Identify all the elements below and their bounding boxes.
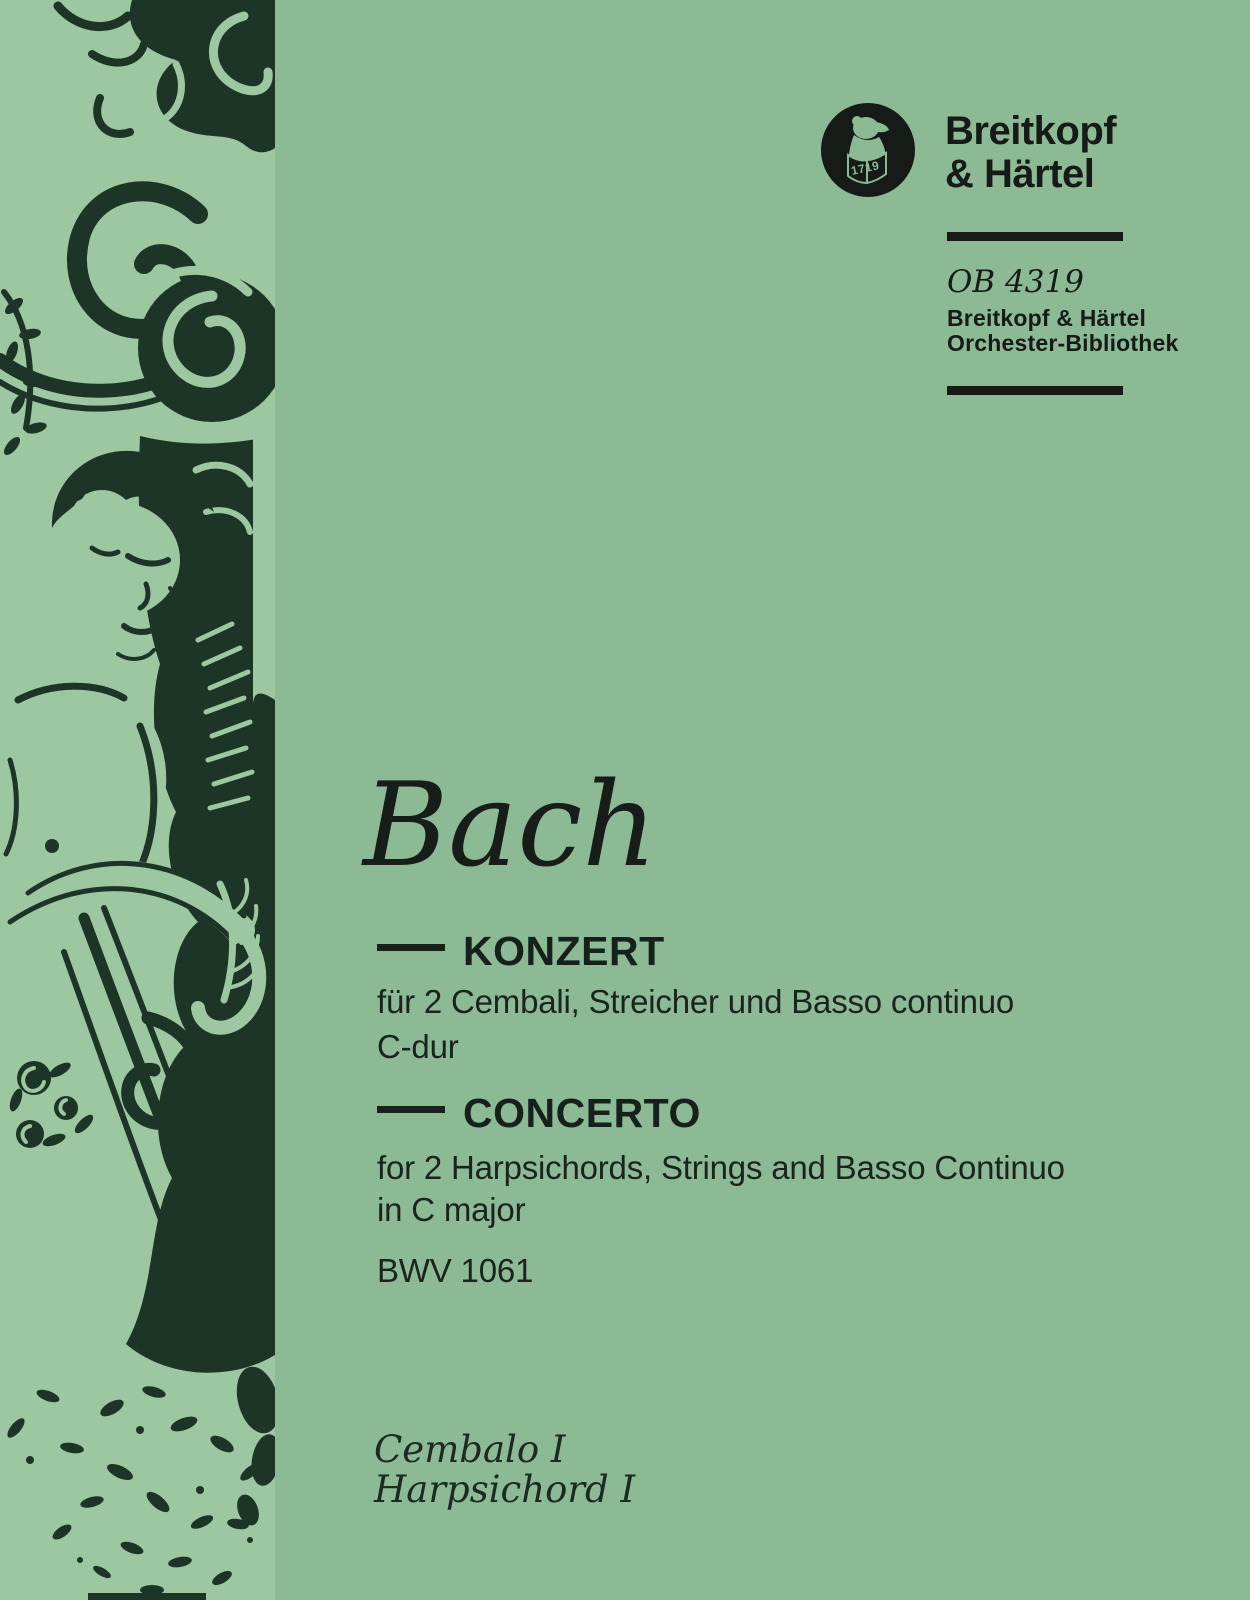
title-dash	[377, 944, 445, 951]
bwv-number: BWV 1061	[377, 1252, 534, 1289]
instrumentation-english: for 2 Harpsichords, Strings and Basso Continuo	[377, 1149, 1065, 1186]
catalog-number: OB 4319	[947, 264, 1084, 300]
instrumentation-german: für 2 Cembali, Streicher und Basso continuo	[377, 983, 1015, 1020]
composer-name: Bach	[363, 758, 658, 893]
bear-logo-icon	[821, 103, 915, 197]
publisher-name-line1: Breitkopf	[945, 109, 1117, 153]
work-title-german: KONZERT	[463, 928, 665, 974]
publisher-name-line2: & Härtel	[945, 152, 1095, 196]
title-dash	[377, 1106, 445, 1113]
key-english: in C major	[377, 1191, 526, 1228]
baroque-ornament-strip	[0, 0, 275, 1600]
part-name-german: Cembalo I	[374, 1428, 566, 1471]
publisher-wordmark	[945, 110, 1116, 196]
key-german: C-dur	[377, 1028, 459, 1065]
work-title-english: CONCERTO	[463, 1090, 701, 1136]
imprint-rule-top	[947, 232, 1123, 241]
logo-year-text: 1719	[849, 158, 881, 178]
imprint-line2: Orchester-Bibliothek	[947, 330, 1179, 356]
part-name-english: Harpsichord I	[374, 1468, 636, 1511]
imprint-block	[947, 306, 1179, 356]
imprint-line1: Breitkopf & Härtel	[947, 305, 1147, 331]
work-title-row-english	[377, 1090, 701, 1136]
baroque-engraving-illustration	[0, 0, 275, 1600]
work-title-row-german	[377, 928, 665, 974]
imprint-rule-bottom	[947, 386, 1123, 395]
